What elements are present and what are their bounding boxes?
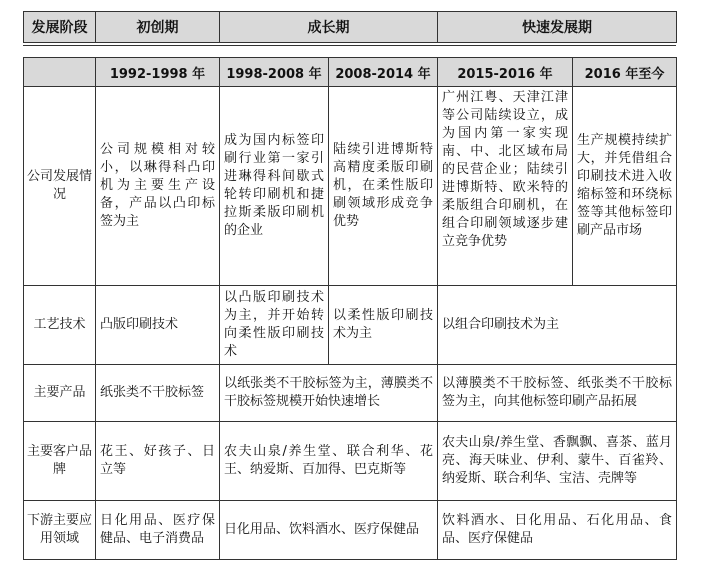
table-cell: 以薄膜类不干胶标签、纸张类不干胶标签为主，向其他标签印刷产品拓展 — [438, 365, 677, 422]
period-header: 1992-1998 年 — [96, 58, 220, 87]
table-cell: 凸版印刷技术 — [96, 286, 220, 365]
table-cell: 以纸张类不干胶标签为主，薄膜类不干胶标签规模开始快速增长 — [220, 365, 438, 422]
period-header: 2008-2014 年 — [329, 58, 438, 87]
row-label: 主要客户品牌 — [24, 422, 96, 501]
divider — [23, 45, 676, 46]
table-cell: 广州江粤、天津江津等公司陆续设立，成为国内第一家实现南、中、北区域布局的民营企业；陆续引进博斯特、欧米特的柔版组合印刷机，在组合印刷领域逐步建立竞争优势 — [438, 87, 573, 286]
table-cell: 花王、好孩子、日立等 — [96, 422, 220, 501]
header-empty — [24, 58, 96, 87]
stage-startup: 初创期 — [96, 12, 220, 43]
row-label: 公司发展情况 — [24, 87, 96, 286]
table-cell: 饮料酒水、日化用品、石化用品、食品、医疗保健品 — [438, 501, 677, 560]
period-header: 1998-2008 年 — [220, 58, 329, 87]
stage-header-table — [23, 11, 677, 43]
row-label: 工艺技术 — [24, 286, 96, 365]
stage-growth: 成长期 — [220, 12, 438, 43]
table-cell: 以凸版印刷技术为主，并开始转向柔性版印刷技术 — [220, 286, 329, 365]
table-cell: 生产规模持续扩大，并凭借组合印刷技术进入收缩标签和环绕标签等其他标签印刷产品市场 — [573, 87, 677, 286]
table-cell: 以柔性版印刷技术为主 — [329, 286, 438, 365]
stage-rapid: 快速发展期 — [438, 12, 677, 43]
table-cell: 公司规模相对较小，以琳得科凸印机为主要生产设备，产品以凸印标签为主 — [96, 87, 220, 286]
table-cell: 日化用品、医疗保健品、电子消费品 — [96, 501, 220, 560]
table-row — [24, 365, 677, 422]
period-header-row — [24, 58, 677, 87]
table-cell: 日化用品、饮料酒水、医疗保健品 — [220, 501, 438, 560]
table-row — [24, 286, 677, 365]
row-label: 下游主要应用领域 — [24, 501, 96, 560]
table-cell: 陆续引进博斯特高精度柔版印刷机，在柔性版印刷领域形成竞争优势 — [329, 87, 438, 286]
table-cell: 纸张类不干胶标签 — [96, 365, 220, 422]
period-header: 2016 年至今 — [573, 58, 677, 87]
table-cell: 成为国内标签印刷行业第一家引进琳得科间歇式轮转印刷机和捷拉斯柔版印刷机的企业 — [220, 87, 329, 286]
development-table — [23, 57, 677, 560]
table-cell: 农夫山泉/养生堂、香飘飘、喜茶、蓝月亮、海天味业、伊利、蒙牛、百雀羚、纳爱斯、联合利华、宝洁、壳牌等 — [438, 422, 677, 501]
table-row — [24, 87, 677, 286]
table-row — [24, 422, 677, 501]
table-row — [24, 501, 677, 560]
row-label: 主要产品 — [24, 365, 96, 422]
table-cell: 以组合印刷技术为主 — [438, 286, 677, 365]
stage-label: 发展阶段 — [24, 12, 96, 43]
period-header: 2015-2016 年 — [438, 58, 573, 87]
table-cell: 农夫山泉/养生堂、联合利华、花王、纳爱斯、百加得、巴克斯等 — [220, 422, 438, 501]
